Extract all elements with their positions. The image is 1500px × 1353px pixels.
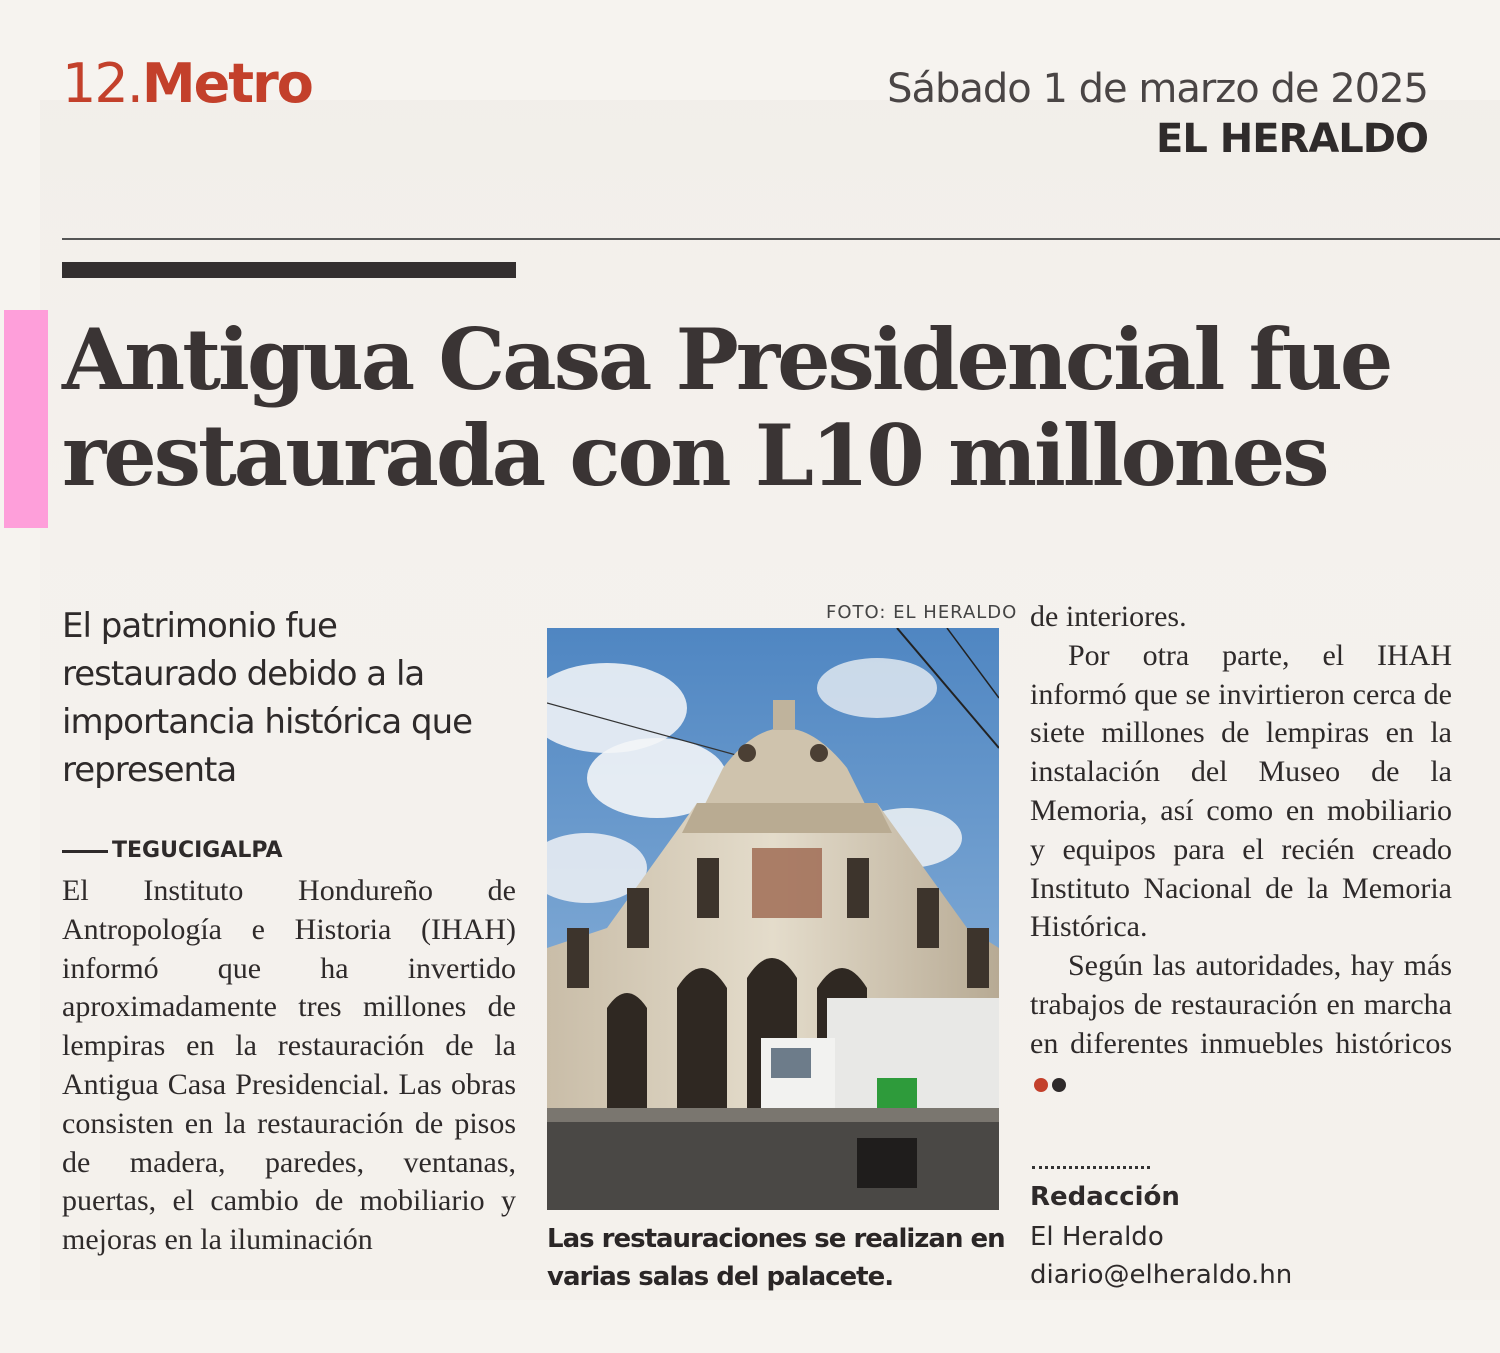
headline-top-bar <box>62 262 516 278</box>
body-paragraph-1: de interiores. <box>1030 600 1187 633</box>
end-dot-red-icon <box>1034 1078 1048 1092</box>
body-paragraph-2: Por otra parte, el IHAH informó que se invirtieron cerca de siete millones de lempiras en la instalación del Museo de la Memoria, así como en mobiliario y equipos para el recién creado Instituto Nacional de la Memoria Histórica. <box>1030 638 1452 944</box>
dateline-dash <box>62 850 108 853</box>
byline-org: El Heraldo <box>1030 1222 1164 1252</box>
end-dot-dark-icon <box>1052 1078 1066 1092</box>
byline-name: Redacción <box>1030 1182 1180 1212</box>
newspaper-name: EL HERALDO <box>1156 116 1428 162</box>
article-photo <box>547 628 999 1210</box>
byline-divider <box>1032 1166 1150 1169</box>
highlighter-mark <box>4 310 48 528</box>
section-name: Metro <box>141 52 312 115</box>
body-column-3 <box>1030 598 1452 1102</box>
header-divider <box>62 238 1500 240</box>
headline <box>62 312 1482 504</box>
headline-line-1: Antigua Casa Presidencial fue <box>62 310 1391 409</box>
byline-email: diario@elheraldo.hn <box>1030 1260 1293 1290</box>
headline-line-2: restaurada con L10 millones <box>62 406 1327 505</box>
subheadline: El patrimonio fue restaurado debido a la importancia histórica que representa <box>62 606 473 790</box>
body-column-1: El Instituto Hondureño de Antropología e Historia (IHAH) informó que ha invertido aproximadamente tres millones de lempiras en la restauración de la Antigua Casa Presidencial. Las obras consisten en la restauración de pisos de madera, paredes, ventanas, puertas, el cambio de mobiliario y mejoras en la iluminación <box>62 874 516 1257</box>
photo-credit: FOTO: EL HERALDO <box>826 602 1018 623</box>
building-photo <box>547 628 999 1210</box>
body-paragraph-3-text: Según las autoridades, hay más trabajos de restauración en marcha en diferentes inmuebles históricos <box>1030 949 1452 1060</box>
issue-date: Sábado 1 de marzo de 2025 <box>887 66 1428 112</box>
dateline-city: TEGUCIGALPA <box>112 838 283 863</box>
dateline <box>62 838 283 863</box>
body-paragraph-3 <box>1030 947 1452 1102</box>
page-header-left <box>62 52 312 115</box>
page-number: 12. <box>62 52 142 115</box>
photo-caption: Las restauraciones se realizan en varias salas del palacete. <box>547 1224 1005 1292</box>
